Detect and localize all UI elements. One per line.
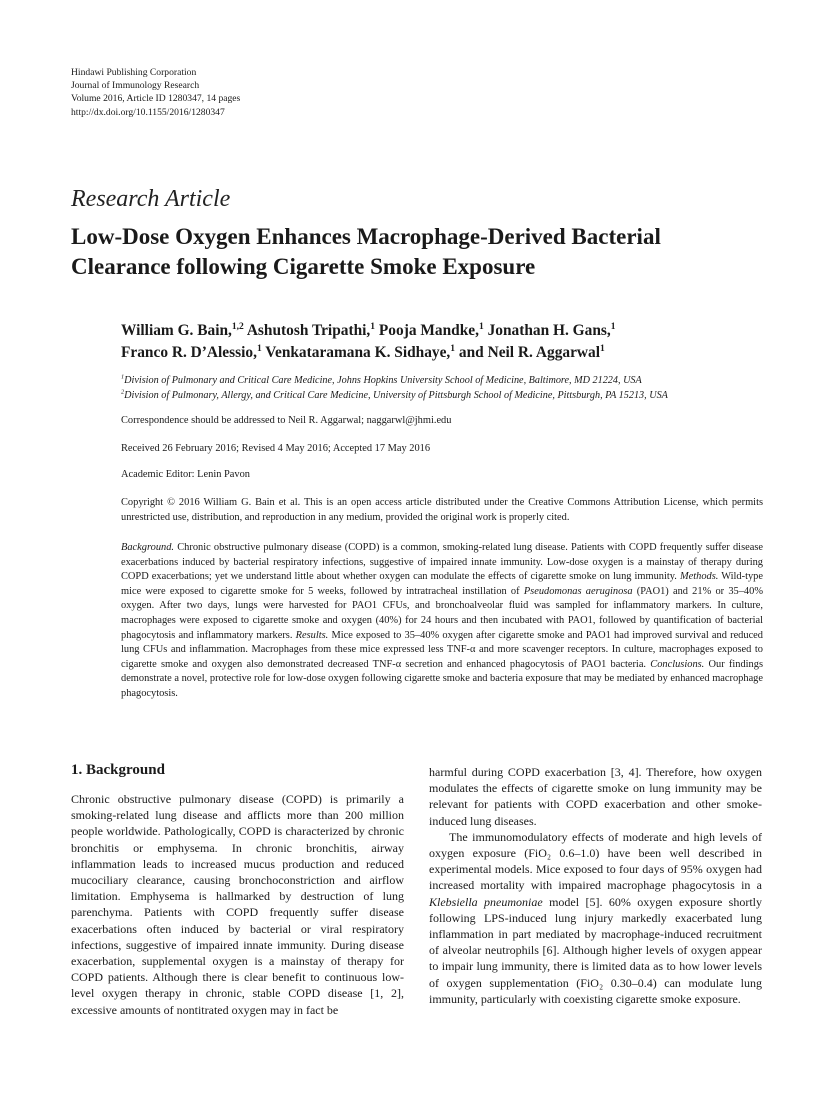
section-heading-background: 1. Background [71, 762, 165, 778]
journal-name: Journal of Immunology Research [71, 80, 200, 92]
abstract [121, 541, 763, 702]
abstract-organism: Pseudomonas aeruginosa [523, 585, 633, 597]
abstract-conclusions: Our findings demonstrate a novel, protective role for low-dose oxygen following cigarette smoke and bacteria exposure that may be mediated by enhanced macrophage phagocytosis. [121, 658, 763, 699]
affiliation-2 [121, 388, 781, 403]
abstract-methods-part-2: (PAO1) and 21% or 35–40% oxygen. After two days, lungs were harvested for PAO1 CFUs, and bronchoalveolar fluid was sampled for inflammatory markers. In culture, macrophages were exposed to cigarette smoke and oxygen (40%) for 24 hours and then incubated with PAO1, followed by quantification of bacterial phagocytosis and inflammatory markers. [121, 585, 763, 641]
article-dates: Received 26 February 2016; Revised 4 May 2016; Accepted 17 May 2016 [121, 443, 431, 454]
title-line-1: Low-Dose Oxygen Enhances Macrophage-Derived Bacterial [71, 224, 661, 249]
author-affiliation-mark: 1 [600, 342, 605, 354]
author-line-1 [121, 320, 781, 342]
author-name: Franco R. D’Alessio, [121, 344, 257, 361]
article-type: Research Article [71, 186, 231, 212]
affiliation-text: Division of Pulmonary, Allergy, and Critical Care Medicine, University of Pittsburgh School of Medicine, Pittsburgh, PA 15213, USA [124, 390, 668, 402]
abstract-results-label: Results. [295, 629, 329, 641]
body-text: The immunomodulatory effects of moderate and high levels of oxygen exposure (FiO₂ 0.6–1.0) have been well described in experimental models. Mice exposed to four days of 95% oxygen had increased mortality with impaired macrophage phagocytosis in a [429, 829, 762, 893]
author-name: Jonathan H. Gans, [487, 322, 611, 339]
correspondence: Correspondence should be addressed to Neil R. Aggarwal; naggarwl@jhmi.edu [121, 415, 452, 426]
author-affiliation-mark: 1 [610, 320, 616, 332]
body-paragraph [429, 829, 762, 1007]
author-affiliation-mark: 1 [370, 320, 376, 332]
author-name: Ashutosh Tripathi, [246, 322, 371, 339]
author-affiliation-mark: 1,2 [231, 320, 244, 332]
volume-info: Volume 2016, Article ID 1280347, 14 pages [71, 93, 241, 105]
affiliation-text: Division of Pulmonary and Critical Care Medicine, Johns Hopkins University School of Medicine, Baltimore, MD 21224, USA [124, 375, 642, 386]
abstract-methods-label: Methods. [679, 571, 719, 583]
title-line-2: Clearance following Cigarette Smoke Exposure [71, 254, 536, 279]
affiliations [121, 373, 781, 404]
copyright-notice: Copyright © 2016 William G. Bain et al. This is an open access article distributed under the Creative Commons Attribution License, which permits unrestricted use, distribution, and reproduction in any medium, provided the original work is properly cited. [121, 497, 763, 523]
body-column-right [429, 764, 762, 1007]
abstract-results: Mice exposed to 35–40% oxygen after cigarette smoke and PAO1 had improved survival and reduced lung CFUs and inflammation. Macrophages from these mice expressed less TNF-α and more scavenger receptors. In culture, macrophages exposed to cigarette smoke and oxygen also demonstrated decreased TNF-α secretion and enhanced phagocytosis of PAO1 bacteria. [121, 629, 763, 670]
author-name: Venkataramana K. Sidhaye, [265, 344, 451, 361]
author-name: and Neil R. Aggarwal [458, 344, 601, 361]
author-affiliation-mark: 1 [256, 342, 262, 354]
author-affiliation-mark: 1 [450, 342, 456, 354]
article-title [71, 222, 771, 282]
doi-link[interactable]: http://dx.doi.org/10.1155/2016/1280347 [71, 106, 225, 118]
author-line-2 [121, 342, 781, 364]
abstract-methods-part-1: Wild-type mice were exposed to cigarette smoke for 5 weeks, followed by intratracheal instillation of [121, 571, 763, 597]
body-paragraph: harmful during COPD exacerbation [3, 4]. Therefore, how oxygen modulates the effects of cigarette smoke on lung immunity may be relevant for patients with COPD exacerbation and other smoke-induced lung diseases. [429, 765, 762, 828]
author-name: William G. Bain, [121, 322, 232, 339]
affiliation-number: 2 [121, 388, 125, 396]
academic-editor: Academic Editor: Lenin Pavon [121, 469, 250, 480]
publication-header [71, 66, 240, 119]
author-list [121, 320, 781, 364]
abstract-background-label: Background. [121, 542, 174, 553]
affiliation-1 [121, 373, 781, 388]
abstract-background: Chronic obstructive pulmonary disease (COPD) is a common, smoking-related lung disease. Patients with COPD frequently suffer disease exacerbations induced by bacterial respiratory infections, suggestive of impaired innate immunity. Low-dose oxygen is a mainstay of therapy during COPD exacerbations; yet we understand little about whether oxygen can modulate the effects of cigarette smoke on lung immunity. [121, 542, 763, 583]
author-name: Pooja Mandke, [378, 322, 479, 339]
affiliation-number: 1 [121, 373, 125, 381]
organism-name: Klebsiella pneumoniae [429, 894, 543, 909]
publisher-name: Hindawi Publishing Corporation [71, 67, 197, 78]
body-paragraph: Chronic obstructive pulmonary disease (COPD) is primarily a smoking-related lung disease and afflicts more than 200 million people worldwide. Pathologically, COPD is characterized by chronic bronchitis or emphysema. In chronic bronchitis, airway inflammation leads to increased mucus production and reduced mucociliary clearance, causing bronchoconstriction and airflow limitation. Emphysema is hallmarked by destruction of lung parenchyma. Patients with COPD frequently suffer disease exacerbations often induced by bacterial or viral respiratory infections, suggestive of impaired innate immunity. During disease exacerbation, supplemental oxygen is a mainstay of therapy for COPD patients. Although there is clear benefit to continuous low-level oxygen therapy in chronic, stable COPD disease [1, 2], excessive amounts of nontitrated oxygen may in fact be [71, 792, 404, 1017]
author-affiliation-mark: 1 [478, 320, 484, 332]
body-text: model [5]. 60% oxygen exposure shortly following LPS-induced lung injury markedly exacerbated lung inflammation in part mediated by macrophage-induced recruitment of alveolar neutrophils [6]. Although higher levels of oxygen appear to impair lung immunity, there is limited data as to how lower levels of oxygen supplementation (FiO₂ 0.30–0.4) can modulate lung immunity, particularly with coexisting cigarette smoke exposure. [429, 894, 762, 1006]
abstract-conclusions-label: Conclusions. [650, 658, 705, 670]
body-column-left [71, 791, 404, 1018]
